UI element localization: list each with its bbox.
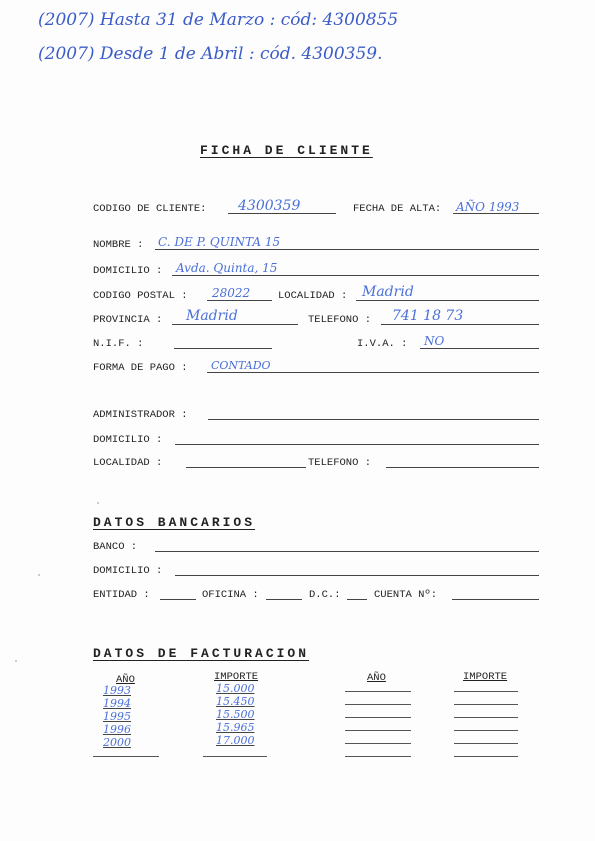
admin-telefono-line	[386, 467, 539, 468]
table-blank-line	[345, 717, 411, 718]
codigo-cliente-value: 4300359	[238, 198, 301, 214]
nif-label: N.I.F. :	[93, 338, 144, 350]
domicilio-label: DOMICILIO :	[93, 265, 163, 277]
telefono-value: 741 18 73	[392, 308, 464, 324]
table-blank-line	[454, 704, 518, 705]
dc-label: D.C.:	[309, 589, 341, 601]
table-row-ano: 2000	[103, 736, 131, 749]
table-row-ano: 1994	[103, 697, 131, 710]
table-row-importe: 15.500	[216, 708, 255, 721]
handwritten-note-1: (2007) Hasta 31 de Marzo : cód: 4300855	[38, 10, 399, 30]
handwritten-note-2: (2007) Desde 1 de Abril : cód. 4300359.	[38, 44, 383, 64]
table-blank-line	[345, 730, 411, 731]
table-blank-line	[345, 756, 411, 757]
scan-speck	[97, 502, 99, 504]
banco-domicilio-line	[175, 575, 539, 576]
administrador-line	[208, 419, 539, 420]
provincia-line	[172, 324, 298, 325]
page-title: FICHA DE CLIENTE	[200, 143, 373, 158]
domicilio-value: Avda. Quinta, 15	[176, 261, 278, 275]
table-blank-line	[203, 756, 267, 757]
admin-domicilio-label: DOMICILIO :	[93, 434, 163, 446]
oficina-label: OFICINA :	[202, 589, 259, 601]
col-ano-2: AÑO	[367, 672, 386, 684]
table-blank-line	[454, 756, 518, 757]
localidad-label: LOCALIDAD :	[278, 290, 348, 302]
nombre-label: NOMBRE :	[93, 239, 144, 251]
telefono-label: TELEFONO :	[308, 314, 372, 326]
nif-line	[174, 348, 272, 349]
table-blank-line	[454, 743, 518, 744]
table-row-importe: 15.450	[216, 695, 255, 708]
admin-localidad-line	[186, 467, 306, 468]
col-importe-2: IMPORTE	[463, 671, 508, 683]
table-blank-line	[454, 691, 518, 692]
col-importe-1: IMPORTE	[214, 671, 259, 683]
table-row-importe: 17.000	[216, 734, 255, 747]
table-row-importe: 15.965	[216, 721, 255, 734]
iva-line	[420, 348, 539, 349]
admin-domicilio-line	[175, 444, 539, 445]
entidad-line	[160, 599, 196, 600]
codigo-postal-value: 28022	[212, 286, 251, 300]
table-row-ano: 1995	[103, 710, 131, 723]
admin-localidad-label: LOCALIDAD :	[93, 457, 163, 469]
scan-speck	[38, 574, 40, 576]
datos-bancarios-heading: DATOS BANCARIOS	[93, 515, 256, 530]
entidad-label: ENTIDAD :	[93, 589, 150, 601]
datos-facturacion-heading: DATOS DE FACTURACION	[93, 646, 310, 661]
table-blank-line	[454, 730, 518, 731]
codigo-postal-line	[207, 300, 272, 301]
cuenta-line	[452, 599, 539, 600]
codigo-postal-label: CODIGO POSTAL :	[93, 290, 188, 302]
table-row-ano: 1996	[103, 723, 131, 736]
forma-pago-line	[207, 372, 539, 373]
table-blank-line	[93, 756, 159, 757]
scan-speck	[15, 660, 17, 662]
iva-value: NO	[424, 334, 445, 348]
iva-label: I.V.A. :	[357, 338, 408, 350]
admin-telefono-label: TELEFONO :	[308, 457, 372, 469]
telefono-line	[381, 324, 539, 325]
codigo-cliente-label: CODIGO DE CLIENTE:	[93, 203, 207, 215]
table-blank-line	[454, 717, 518, 718]
nombre-value: C. DE P. QUINTA 15	[158, 235, 281, 249]
oficina-line	[266, 599, 302, 600]
banco-domicilio-label: DOMICILIO :	[93, 565, 163, 577]
table-blank-line	[345, 704, 411, 705]
cuenta-label: CUENTA Nº:	[374, 589, 438, 601]
fecha-alta-value: AÑO 1993	[456, 200, 520, 214]
fecha-alta-label: FECHA DE ALTA:	[353, 203, 442, 215]
provincia-value: Madrid	[186, 308, 238, 324]
forma-pago-label: FORMA DE PAGO :	[93, 362, 188, 374]
table-blank-line	[345, 743, 411, 744]
provincia-label: PROVINCIA :	[93, 314, 163, 326]
dc-line	[347, 599, 367, 600]
localidad-value: Madrid	[362, 284, 414, 300]
table-blank-line	[345, 691, 411, 692]
localidad-line	[356, 300, 539, 301]
forma-pago-value: CONTADO	[211, 359, 271, 372]
administrador-label: ADMINISTRADOR :	[93, 409, 188, 421]
banco-line	[155, 551, 539, 552]
table-row-ano: 1993	[103, 684, 131, 697]
nombre-line	[155, 249, 539, 250]
col-ano-1: AÑO	[116, 674, 135, 686]
domicilio-line	[172, 275, 539, 276]
banco-label: BANCO :	[93, 541, 138, 553]
table-row-importe: 15.000	[216, 682, 255, 695]
